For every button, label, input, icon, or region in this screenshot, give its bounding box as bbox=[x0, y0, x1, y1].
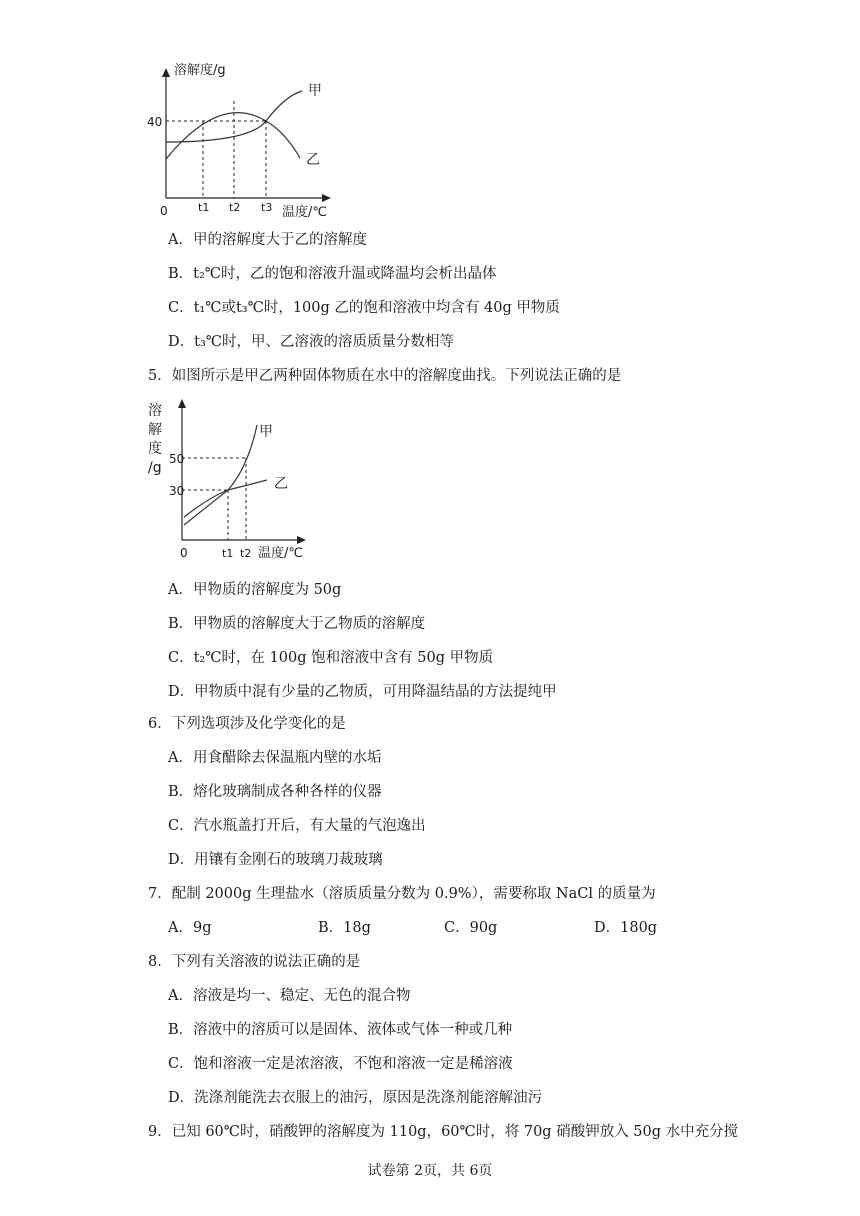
graph1-x-tick-t3: t3 bbox=[261, 201, 273, 214]
page-footer: 试卷第 2页，共 6页 bbox=[367, 1163, 493, 1179]
graph2-ylabel-4: /g bbox=[148, 460, 162, 476]
q9-stem: 9．已知 60℃时，硝酸钾的溶解度为 110g，60℃时，将 70g 硝酸钾放入 50g 水中充分搅 bbox=[148, 1124, 739, 1140]
q6-stem: 6．下列选项涉及化学变化的是 bbox=[148, 716, 346, 732]
q5-option-d: D．甲物质中混有少量的乙物质，可用降温结晶的方法提纯甲 bbox=[168, 684, 557, 700]
graph2-origin: 0 bbox=[180, 546, 188, 560]
q7-option-d: D．180g bbox=[594, 920, 658, 936]
q4-option-d: D．t₃℃时，甲、乙溶液的溶质质量分数相等 bbox=[168, 334, 454, 350]
graph2-y-tick-30: 30 bbox=[169, 484, 185, 498]
graph2-series-jia: 甲 bbox=[259, 424, 273, 440]
graph2-x-tick-t2: t2 bbox=[240, 547, 252, 560]
graph1-series-yi: 乙 bbox=[306, 152, 320, 168]
graph1-curve-yi bbox=[166, 91, 302, 142]
q7-option-b: B．18g bbox=[318, 920, 371, 936]
graph1-origin: 0 bbox=[160, 204, 168, 218]
graph2-ylabel-1: 溶 bbox=[148, 403, 162, 419]
graph1-y-tick-40: 40 bbox=[147, 115, 163, 129]
q5-option-a: A．甲物质的溶解度为 50g bbox=[168, 582, 342, 598]
solubility-graph-1 bbox=[140, 60, 360, 225]
graph1-guides bbox=[166, 101, 266, 198]
q6-option-a: A．用食醋除去保温瓶内壁的水垢 bbox=[168, 750, 382, 766]
q8-option-c: C．饱和溶液一定是浓溶液，不饱和溶液一定是稀溶液 bbox=[168, 1056, 513, 1072]
q5-option-b: B．甲物质的溶解度大于乙物质的溶解度 bbox=[168, 616, 426, 632]
q7-stem: 7．配制 2000g 生理盐水（溶质质量分数为 0.9%），需要称取 NaCl 的质量为 bbox=[148, 886, 656, 902]
q6-option-d: D．用镶有金刚石的玻璃刀裁玻璃 bbox=[168, 852, 383, 868]
graph1-axes bbox=[166, 74, 325, 198]
graph2-y-tick-50: 50 bbox=[169, 452, 185, 466]
graph1-x-tick-t1: t1 bbox=[198, 201, 210, 214]
graph2-y-arrow bbox=[178, 399, 186, 408]
q8-option-d: D．洗涤剂能洗去衣服上的油污，原因是洗涤剂能溶解油污 bbox=[168, 1090, 543, 1106]
graph2-x-arrow bbox=[297, 536, 306, 544]
solubility-graph-2 bbox=[140, 395, 340, 565]
q8-option-a: A．溶液是均一、稳定、无色的混合物 bbox=[168, 988, 411, 1004]
q6-option-b: B．熔化玻璃制成各种各样的仪器 bbox=[168, 784, 382, 800]
graph1-x-arrow bbox=[322, 194, 331, 202]
q4-option-a: A．甲的溶解度大于乙的溶解度 bbox=[168, 232, 367, 248]
q5-stem: 5．如图所示是甲乙两种固体物质在水中的溶解度曲找。下列说法正确的是 bbox=[148, 368, 622, 384]
graph1-series-jia: 甲 bbox=[308, 83, 322, 99]
graph2-series-yi: 乙 bbox=[274, 476, 288, 492]
graph2-x-tick-t1: t1 bbox=[222, 547, 234, 560]
graph2-axes bbox=[182, 405, 300, 540]
graph2-xlabel: 温度/℃ bbox=[258, 546, 303, 561]
graph2-guides bbox=[182, 458, 246, 540]
graph2-ylabel-2: 解 bbox=[148, 422, 162, 438]
q4-option-b: B．t₂℃时，乙的饱和溶液升温或降温均会析出晶体 bbox=[168, 266, 497, 282]
q6-option-c: C．汽水瓶盖打开后，有大量的气泡逸出 bbox=[168, 818, 426, 834]
q7-option-a: A．9g bbox=[168, 920, 212, 936]
graph2-ylabel-3: 度 bbox=[148, 441, 162, 457]
graph1-curve-jia bbox=[166, 113, 300, 159]
graph2-curve-jia bbox=[184, 425, 257, 525]
q4-option-c: C．t₁℃或t₃℃时，100g 乙的饱和溶液中均含有 40g 甲物质 bbox=[168, 300, 560, 316]
graph1-ylabel: 溶解度/g bbox=[174, 63, 226, 78]
graph1-y-arrow bbox=[162, 68, 170, 77]
q8-stem: 8．下列有关溶液的说法正确的是 bbox=[148, 954, 361, 970]
graph1-x-tick-t2: t2 bbox=[229, 201, 241, 214]
q8-option-b: B．溶液中的溶质可以是固体、液体或气体一种或几种 bbox=[168, 1022, 513, 1038]
graph2-curve-yi bbox=[184, 480, 267, 517]
q5-option-c: C．t₂℃时，在 100g 饱和溶液中含有 50g 甲物质 bbox=[168, 650, 494, 666]
graph1-xlabel: 温度/℃ bbox=[282, 205, 327, 220]
q7-option-c: C．90g bbox=[444, 920, 498, 936]
